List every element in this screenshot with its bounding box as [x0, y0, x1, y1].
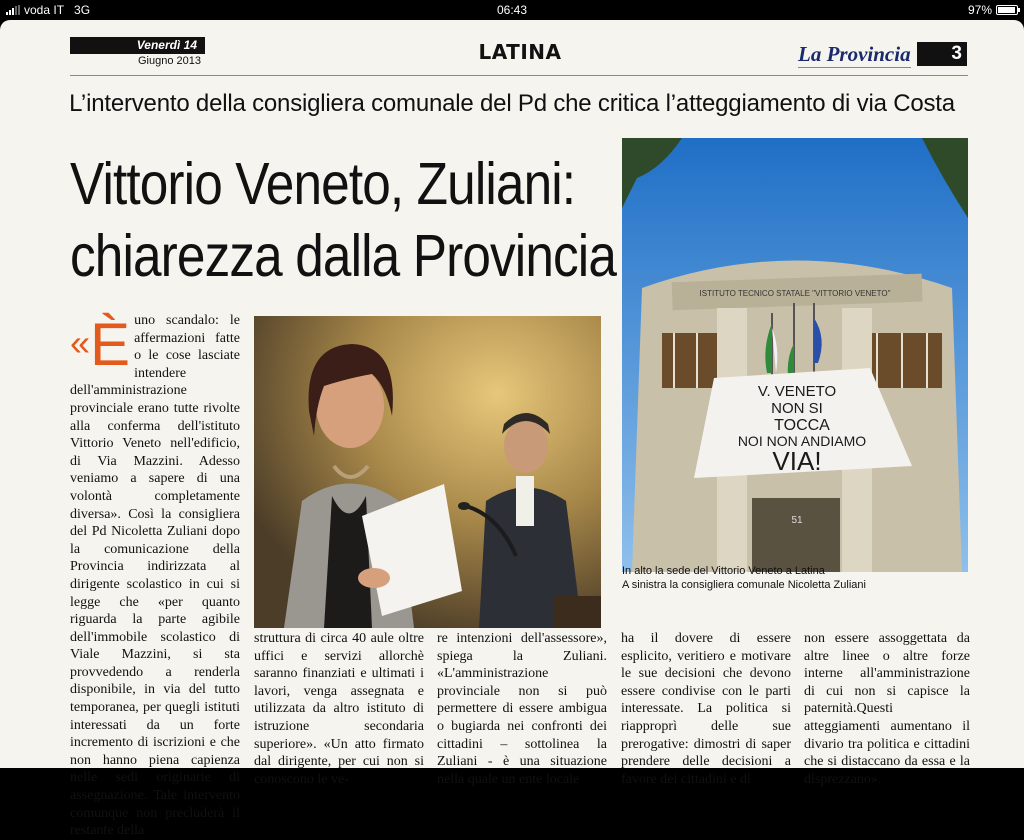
drop-cap-letter: È	[90, 311, 131, 378]
drop-cap-quote: «	[70, 322, 91, 363]
issue-month-year: Giugno 2013	[138, 55, 201, 67]
banner-line-4: NOI NON ANDIAMO	[737, 433, 867, 449]
headline-line-2: chiarezza dalla Provincia	[70, 223, 617, 289]
article-column-4	[621, 630, 791, 788]
article-column-5	[804, 630, 970, 788]
status-time: 06:43	[496, 3, 528, 17]
article-column-2	[254, 630, 424, 788]
article-headline	[70, 148, 617, 292]
door-number: 51	[791, 515, 803, 526]
column-2-text: struttura di circa 40 aule oltre uffici e servizi allorchè saranno finanziati e ultimati i lavori, venga assegnata e utilizzata da altro istituto di istruzione secondaria superiore». «Un atto firmato dal dirigente, per cui non si conoscono le ve-	[254, 631, 424, 787]
article-column-3	[437, 630, 607, 788]
banner-line-2: NON SI	[771, 400, 823, 417]
drop-cap	[70, 311, 131, 378]
column-3-text: re intenzioni dell'assessore», spiega la Zuliani. «L'amministrazione provinciale non si può permettere di essere ambigua o bugiarda nei confronti dei cittadini – sottolinea la Zuliani - è una situazione nella quale un ente locale	[437, 631, 607, 787]
battery-percent: 97%	[967, 3, 992, 17]
header-divider	[70, 75, 968, 76]
issue-date	[70, 37, 205, 69]
column-5-text: non essere assoggettata da altre linee o altre forze interne all'amministrazione di cui non si capisce la paternità.Questi atteggiamenti aumentano il divario tra politica e cittadini che si distaccano da essa e la disprezzano».	[804, 631, 970, 787]
newspaper-page[interactable]	[0, 20, 1024, 839]
section-title: LATINA	[478, 40, 562, 64]
status-bar	[0, 0, 1024, 20]
photo-caption	[622, 564, 968, 592]
article-column-1	[70, 312, 240, 840]
banner-line-1: V. VENETO	[757, 383, 837, 400]
network-label: 3G	[74, 3, 91, 17]
column-4-text: ha il dovere di essere esplicito, veritiero e motivare le sue decisioni che devono essere condivise con le parti interessate. La politica si riapproprì delle sue prerogative: dimostri di saper prendere delle decisioni a favore dei cittadini e di	[621, 631, 791, 787]
headline-line-1: Vittorio Veneto, Zuliani:	[70, 151, 576, 217]
photo-school-building	[622, 138, 968, 572]
newspaper-logo: La Provincia	[798, 42, 911, 66]
battery-icon	[996, 5, 1018, 15]
carrier-label: voda IT	[24, 3, 65, 17]
building-sign: ISTITUTO TECNICO STATALE "VITTORIO VENETO"	[699, 289, 891, 298]
issue-day: Venerdì 14	[70, 37, 205, 54]
column-1-text: uno scandalo: le affermazioni fatte o le cose lasciate intendere dell'amministrazione provinciale erano tutte rivolte alla conferma dell'istituto Vittorio Veneto nell'edificio, di Via Mazzini. Adesso veniamo a sapere di una volontà completamente diversa». Così la consigliera del Pd Nicoletta Zuliani dopo la comunicazione della Provincia indirizzata al dirigente scolastico in cui si legge che «per quanto riguarda la parte agibile dell'immobile scolastico di Viale Mazzini, si sta provvedendo a renderla disponibile, in via del tutto temporanea, per quegli istituti interessati da un forte incremento di iscrizioni e che non hanno piena capienza nelle sedi originarie di assegnazione. Tale intervento comunque non precluderà il restante della	[70, 313, 240, 839]
photo-councillor	[254, 316, 601, 628]
caption-line-2: A sinistra la consigliera comunale Nicoletta Zuliani	[622, 579, 866, 591]
school-photo-illustration	[622, 138, 968, 572]
status-right	[968, 3, 1018, 17]
article-kicker: L’intervento della consigliera comunale del Pd che critica l’atteggiamento di via Costa	[69, 90, 955, 117]
banner-line-5: VIA!	[772, 446, 822, 476]
banner-line-3: TOCCA	[774, 417, 830, 434]
caption-line-1: In alto la sede del Vittorio Veneto a Latina	[622, 565, 825, 577]
battery-fill	[998, 7, 1015, 13]
councillor-photo-illustration	[254, 316, 601, 628]
page-number: 3	[917, 42, 967, 66]
